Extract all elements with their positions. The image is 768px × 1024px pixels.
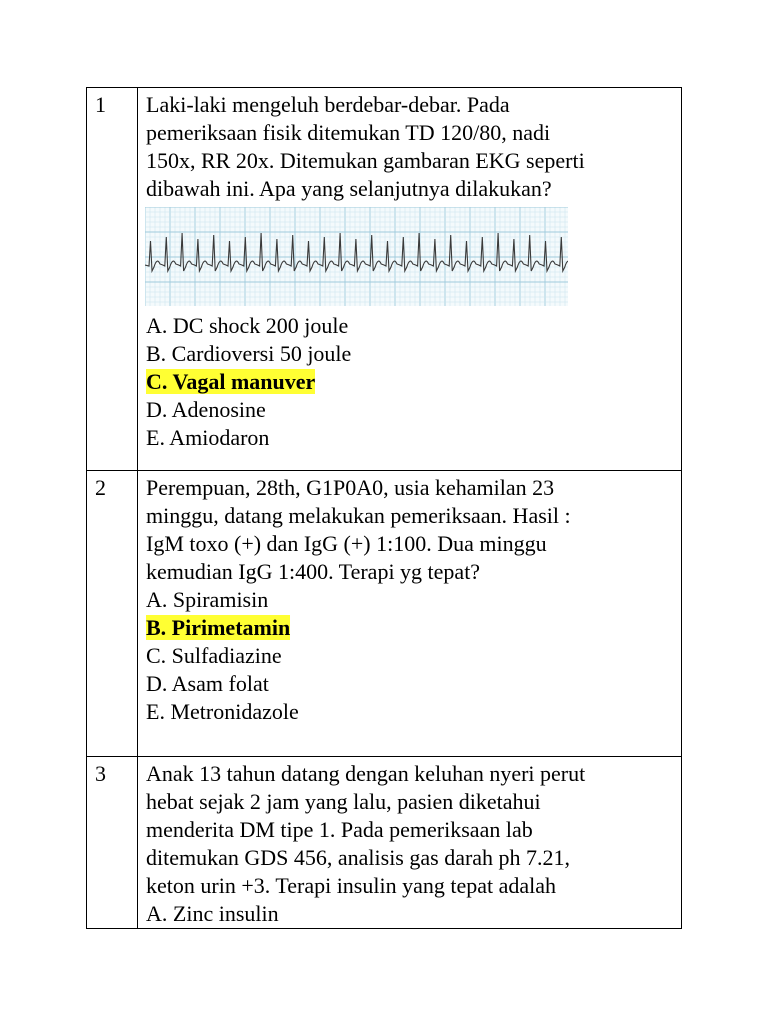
- answer-option: [146, 586, 675, 614]
- question-row-2: [87, 471, 682, 757]
- answer-option: [146, 312, 675, 340]
- answer-option-label: A. Zinc insulin: [146, 901, 279, 926]
- question-number: 2: [87, 471, 138, 757]
- question-stem-line: ditemukan GDS 456, analisis gas darah ph 7.21,: [146, 845, 571, 870]
- question-row-1: [87, 88, 682, 471]
- answer-option: [146, 396, 675, 424]
- question-stem-line: kemudian IgG 1:400. Terapi yg tepat?: [146, 559, 481, 584]
- question-number: 3: [87, 757, 138, 929]
- question-stem-line: Anak 13 tahun datang dengan keluhan nyeri perut: [146, 761, 586, 786]
- answer-option-correct: [146, 368, 675, 396]
- question-stem-line: keton urin +3. Terapi insulin yang tepat adalah: [146, 873, 557, 898]
- answer-option-label: D. Adenosine: [146, 397, 266, 422]
- question-row-3: [87, 757, 682, 929]
- answer-option: [146, 642, 675, 670]
- answer-option: [146, 670, 675, 698]
- question-content: [138, 471, 682, 757]
- question-number: 1: [87, 88, 138, 471]
- answer-option: [146, 900, 675, 928]
- answer-option-label: A. Spiramisin: [146, 587, 269, 612]
- question-stem-line: dibawah ini. Apa yang selanjutnya dilakukan?: [146, 176, 552, 201]
- question-stem-line: minggu, datang melakukan pemeriksaan. Hasil :: [146, 503, 571, 528]
- question-stem-line: 150x, RR 20x. Ditemukan gambaran EKG seperti: [146, 148, 585, 173]
- ekg-strip-image: [145, 207, 568, 306]
- question-stem-line: Perempuan, 28th, G1P0A0, usia kehamilan 23: [146, 475, 555, 500]
- answer-option-correct: [146, 614, 675, 642]
- answer-option-label: E. Amiodaron: [146, 425, 270, 450]
- question-table: [86, 87, 682, 929]
- question-stem-line: menderita DM tipe 1. Pada pemeriksaan lab: [146, 817, 533, 842]
- answer-option-label: C. Sulfadiazine: [146, 643, 282, 668]
- answer-option: [146, 698, 675, 726]
- question-stem-line: IgM toxo (+) dan IgG (+) 1:100. Dua minggu: [146, 531, 547, 556]
- answer-option-label: E. Metronidazole: [146, 699, 299, 724]
- answer-option-label: D. Asam folat: [146, 671, 269, 696]
- question-stem-line: pemeriksaan fisik ditemukan TD 120/80, nadi: [146, 120, 551, 145]
- answer-option: [146, 424, 675, 452]
- question-stem-line: hebat sejak 2 jam yang lalu, pasien diketahui: [146, 789, 541, 814]
- answer-option-label-highlighted: B. Pirimetamin: [146, 615, 291, 640]
- question-content: [138, 757, 682, 929]
- answer-option-label-highlighted: C. Vagal manuver: [146, 369, 316, 394]
- question-stem-line: Laki-laki mengeluh berdebar-debar. Pada: [146, 92, 510, 117]
- question-content: [138, 88, 682, 471]
- answer-option-label: B. Cardioversi 50 joule: [146, 341, 352, 366]
- answer-option-label: A. DC shock 200 joule: [146, 313, 349, 338]
- answer-option: [146, 340, 675, 368]
